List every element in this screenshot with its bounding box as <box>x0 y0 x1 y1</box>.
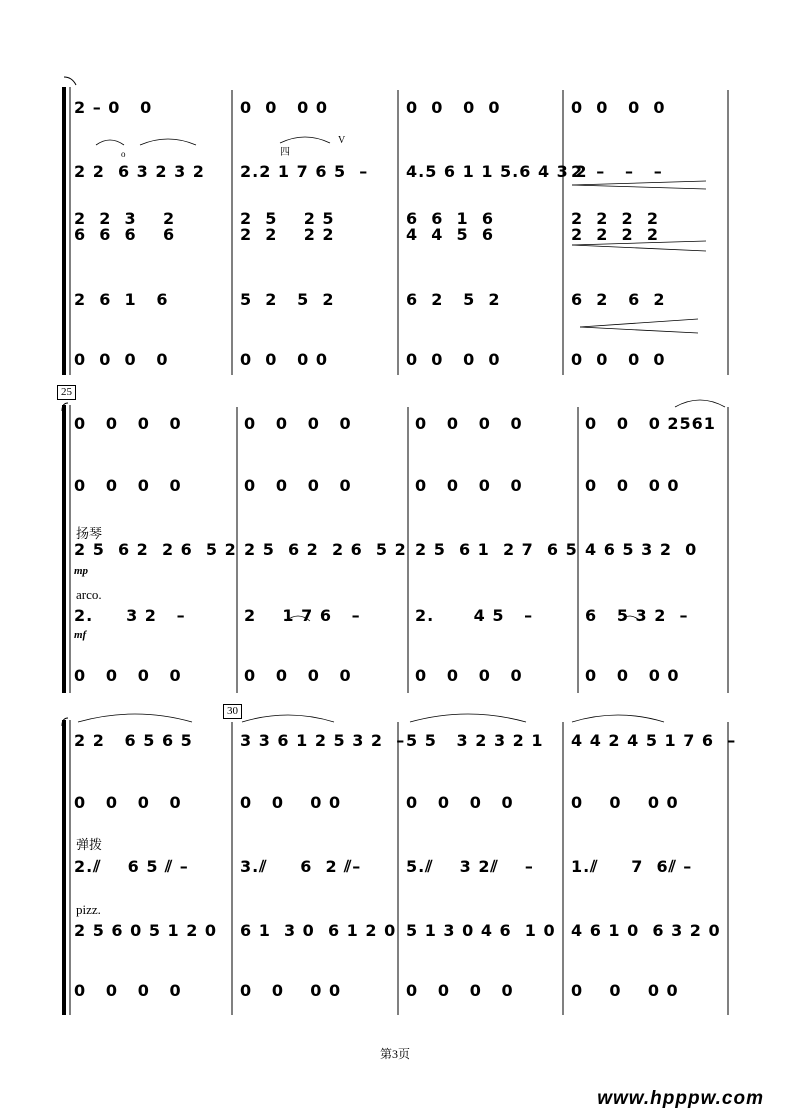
measure-cell: 2 6 1 6 <box>74 290 169 309</box>
watermark-text: www.hpppw.com <box>597 1088 764 1109</box>
measure-cell: 0 0 0 0 <box>74 414 182 433</box>
measure-cell: 2 1 7 6 – <box>244 606 361 625</box>
measure-cell: 2. 4 5 – <box>415 606 534 625</box>
measure-cell: 0 0 0 0 <box>571 350 666 369</box>
page-number: 第3页 <box>379 1047 410 1061</box>
measure-cell: 0 0 0 0 <box>406 793 514 812</box>
measure-cell: 0 0 0 0 <box>585 666 680 685</box>
measure-cell: 6 2 5 2 <box>406 290 501 309</box>
measure-cell: 0 0 0 0 <box>74 350 169 369</box>
measure-cell: 6 5 3 2 – <box>585 606 689 625</box>
measure-cell: 2 5 2 5 2 2 2 2 <box>240 209 335 244</box>
measure-cell: 0 0 0 0 <box>74 476 182 495</box>
measure-cell: 0 0 0 0 <box>571 981 679 1000</box>
measure-cell: 2 5 6 1 2 7 6 5 <box>415 540 578 559</box>
measure-cell: 6 2 6 2 <box>571 290 666 309</box>
measure-cell: 0 0 0 0 <box>415 666 523 685</box>
bowing-mark: 四 <box>280 147 290 158</box>
measure-cell: 0 0 0 0 <box>415 414 523 433</box>
dynamic-mf: mf <box>74 629 87 641</box>
measure-cell: 5 1 3 0 4 6 1 0 <box>406 921 556 940</box>
score-system-3 <box>0 700 790 1020</box>
measure-cell: 0 0 0 0 <box>244 476 352 495</box>
measure-cell: 5 2 5 2 <box>240 290 335 309</box>
measure-cell: 0 0 0 2561 <box>585 414 716 433</box>
measure-cell: 0 0 0 0 <box>74 793 182 812</box>
measure-cell: 2 5 6 0 5 1 2 0 <box>74 921 218 940</box>
measure-cell: 4 4 2 4 5 1 7 6 – <box>571 731 737 750</box>
measure-cell: 6 6 1 6 4 4 5 6 <box>406 209 494 244</box>
instrument-label-yangqin: 扬琴 <box>76 526 103 541</box>
measure-cell: 0 0 0 0 <box>240 350 328 369</box>
measure-cell: 3.⫽ 6 2 ⫽– <box>240 857 362 876</box>
measure-cell: 5.⫽ 3 2⫽ – <box>406 857 534 876</box>
measure-cell: 2 2 3 2 6 6 6 6 <box>74 209 176 244</box>
measure-cell: 1.⫽ 7 6⫽ – <box>571 857 693 876</box>
measure-cell: 0 0 0 0 <box>74 666 182 685</box>
measure-cell: 0 0 0 0 <box>406 350 501 369</box>
score-system-1 <box>0 75 790 380</box>
measure-cell: 3 3 6 1 2 5 3 2 – <box>240 731 406 750</box>
score-system-2 <box>0 383 790 698</box>
harmonic-mark: o <box>121 149 126 159</box>
measure-cell: 2 – 0 0 <box>74 98 153 117</box>
measure-cell: 2.⫽ 6 5 ⫽ – <box>74 857 189 876</box>
dynamic-mp: mp <box>74 565 89 577</box>
pizz-label: pizz. <box>76 902 101 917</box>
instrument-label-tanbo: 弹拨 <box>76 837 103 852</box>
measure-cell: 0 0 0 0 <box>74 981 182 1000</box>
measure-cell: 4 6 1 0 6 3 2 0 <box>571 921 721 940</box>
measure-cell: 2 2 2 2 2 2 2 2 <box>571 209 659 244</box>
measure-cell: 4 6 5 3 2 0 <box>585 540 698 559</box>
arco-label: arco. <box>76 587 102 602</box>
measure-cell: 2. 3 2 – <box>74 606 186 625</box>
measure-cell: 0 0 0 0 <box>240 981 342 1000</box>
measure-cell: 4.5 6 1 1 5.6 4 3 2 <box>406 162 588 181</box>
measure-cell: 0 0 0 0 <box>406 981 514 1000</box>
measure-cell: 0 0 0 0 <box>571 98 666 117</box>
measure-cell: 2 5 6 2 2 6 5 2 <box>74 540 237 559</box>
measure-cell: 0 0 0 0 <box>585 476 680 495</box>
rehearsal-mark: 25 <box>57 385 76 400</box>
measure-cell: 5 5 3 2 3 2 1 <box>406 731 544 750</box>
measure-cell: 2 2 6 5 6 5 <box>74 731 193 750</box>
measure-cell: 0 0 0 0 <box>406 98 501 117</box>
measure-cell: 0 0 0 0 <box>571 793 679 812</box>
measure-cell: 0 0 0 0 <box>244 414 352 433</box>
measure-cell: 6 1 3 0 6 1 2 0 <box>240 921 397 940</box>
measure-cell: 2 2 6 3 2 3 2 <box>74 162 205 181</box>
measure-cell: 0 0 0 0 <box>415 476 523 495</box>
measure-cell: 0 0 0 0 <box>244 666 352 685</box>
measure-cell: 0 0 0 0 <box>240 98 328 117</box>
measure-cell: 0 0 0 0 <box>240 793 342 812</box>
rehearsal-mark: 30 <box>223 704 242 719</box>
measure-cell: 2 5 6 2 2 6 5 2 <box>244 540 407 559</box>
measure-cell: 2 – – – <box>571 162 663 181</box>
upbow-mark: V <box>338 135 346 146</box>
measure-cell: 2.2 1 7 6 5 – <box>240 162 369 181</box>
